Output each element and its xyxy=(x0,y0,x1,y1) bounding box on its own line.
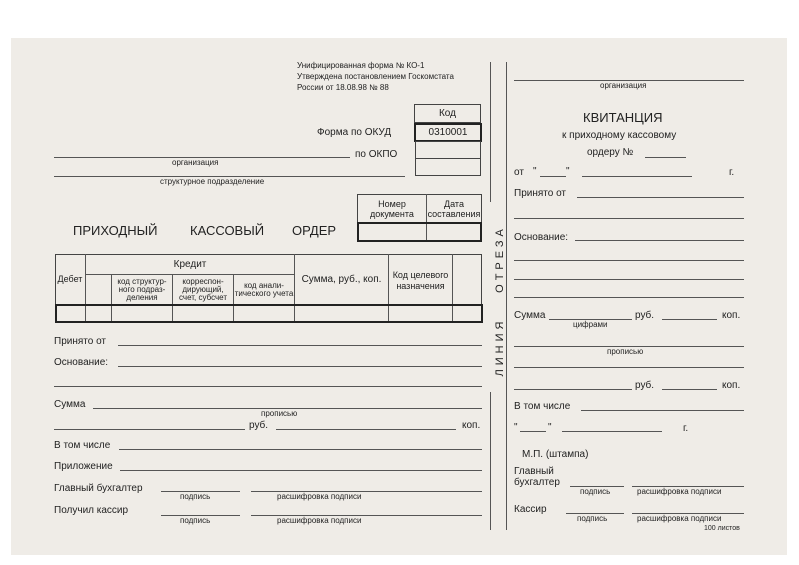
chief-signature-caption: подпись xyxy=(180,492,211,501)
receipt-chief-decode-caption: расшифровка подписи xyxy=(637,487,722,496)
receipt-month2-field[interactable] xyxy=(562,431,662,432)
receipt-day2-field[interactable] xyxy=(520,431,546,432)
receipt-day-field[interactable] xyxy=(540,176,566,177)
kredit-sub-1: код структур-ного подраз-деления xyxy=(117,276,167,302)
receipt-cashier-signature-caption: подпись xyxy=(577,514,608,523)
receipt-basis-field-3[interactable] xyxy=(514,279,744,280)
receipt-order-number-field[interactable] xyxy=(645,157,686,158)
receipt-title: КВИТАНЦИЯ xyxy=(583,110,663,125)
subdivision-caption: структурное подразделение xyxy=(160,177,265,186)
receipt-kop-label-2: коп. xyxy=(722,380,741,391)
receipt-kop-label-1: коп. xyxy=(722,310,741,321)
receipt-organization-caption: организация xyxy=(600,81,647,90)
receipt-including-label: В том числе xyxy=(514,401,571,412)
cut-word-otreza: ОТРЕЗА xyxy=(494,225,506,293)
receipt-basis-label: Основание: xyxy=(514,232,569,243)
sheets-count: 100 листов xyxy=(704,525,740,532)
receipt-basis-field-2[interactable] xyxy=(514,260,744,261)
okud-code: 0310001 xyxy=(414,123,482,142)
kop-label: коп. xyxy=(462,420,481,431)
purpose-header: Код целевого назначения xyxy=(392,270,449,291)
okpo-code-cell[interactable] xyxy=(415,141,481,159)
receipt-received-from-label: Принято от xyxy=(514,188,567,199)
receipt-date-from: от xyxy=(514,167,524,178)
receipt-date2-quote-open: " xyxy=(514,422,518,433)
receipt-sum-words-field-2[interactable] xyxy=(514,367,744,368)
organization-caption: организация xyxy=(172,158,219,167)
kredit-sub-3: код анали-тического учета xyxy=(234,280,294,298)
receipt-year2-label: г. xyxy=(683,423,689,434)
receipt-cashier-decode-caption: расшифровка подписи xyxy=(637,514,722,523)
cut-line-bottom xyxy=(490,392,491,530)
receipt-kop-words-field[interactable] xyxy=(662,389,717,390)
title-word-1: ПРИХОДНЫЙ xyxy=(73,223,158,238)
including-field[interactable] xyxy=(119,449,482,450)
code-header: Код xyxy=(414,104,481,123)
kredit-sub-2: корреспон-дирующий, счет, субсчет xyxy=(179,276,227,302)
receipt-received-from-field-2[interactable] xyxy=(514,218,744,219)
receipt-received-from-field-1[interactable] xyxy=(577,197,744,198)
receipt-words-caption: прописью xyxy=(607,347,644,356)
kredit-header: Кредит xyxy=(173,258,207,270)
sum-label: Сумма xyxy=(54,399,86,410)
receipt-year-label: г. xyxy=(729,167,735,178)
cut-line-top xyxy=(490,62,491,202)
basis-field-2[interactable] xyxy=(54,386,482,387)
basis-field-1[interactable] xyxy=(118,366,482,367)
attachment-field[interactable] xyxy=(120,470,482,471)
receipt-subtitle-2: ордеру № xyxy=(587,147,634,158)
doc-number-date-values[interactable] xyxy=(357,222,482,242)
receipt-sum-words-field-3[interactable] xyxy=(514,389,632,390)
receipt-basis-field-4[interactable] xyxy=(514,297,744,298)
attachment-label: Приложение xyxy=(54,461,113,472)
title-word-2: КАССОВЫЙ xyxy=(190,223,265,238)
receipt-rub-label-1: руб. xyxy=(635,310,655,321)
including-label: В том числе xyxy=(54,440,111,451)
form-number-line: Унифицированная форма № КО-1 xyxy=(297,61,425,70)
received-from-label: Принято от xyxy=(54,336,107,347)
sum-header: Сумма, руб., коп. xyxy=(301,273,382,285)
decree-line: России от 18.08.98 № 88 xyxy=(297,83,389,92)
accounting-table-values-row[interactable] xyxy=(55,304,483,323)
receipt-cashier-label: Кассир xyxy=(514,504,547,515)
basis-label: Основание: xyxy=(54,357,109,368)
rub-label: руб. xyxy=(249,420,269,431)
receipt-date-quote-close: " xyxy=(566,166,570,177)
doc-number-header: Номер документа xyxy=(370,198,414,219)
sum-in-words-caption: прописью xyxy=(261,409,298,418)
cashier-received-label: Получил кассир xyxy=(54,505,129,516)
receipt-basis-field-1[interactable] xyxy=(575,240,744,241)
title-word-3: ОРДЕР xyxy=(292,223,337,238)
cut-word-liniya: ЛИНИЯ xyxy=(494,317,506,377)
receipt-month-field[interactable] xyxy=(582,176,692,177)
receipt-digits-caption: цифрами xyxy=(573,320,608,329)
cashier-decode-caption: расшифровка подписи xyxy=(277,516,362,525)
receipt-date2-quote-close: " xyxy=(548,422,552,433)
receipt-kop-digits-field[interactable] xyxy=(662,319,717,320)
sum-rub-field[interactable] xyxy=(54,429,245,430)
extra-code-cell[interactable] xyxy=(415,158,481,176)
receipt-including-field[interactable] xyxy=(581,410,744,411)
chief-decode-caption: расшифровка подписи xyxy=(277,492,362,501)
receipt-stamp-label: М.П. (штампа) xyxy=(522,449,589,460)
okud-label: Форма по ОКУД xyxy=(317,127,392,138)
chief-accountant-label: Главный бухгалтер xyxy=(54,483,143,494)
receipt-chief-label-1: Главный xyxy=(514,466,554,477)
debet-header: Дебет xyxy=(57,274,83,284)
sum-kop-field[interactable] xyxy=(276,429,456,430)
receipt-chief-signature-caption: подпись xyxy=(580,487,611,496)
receipt-rub-label-2: руб. xyxy=(635,380,655,391)
received-from-field[interactable] xyxy=(118,345,482,346)
receipt-date-quote-open: " xyxy=(533,166,537,177)
approved-line: Утверждена постановлением Госкомстата xyxy=(297,72,454,81)
receipt-subtitle-1: к приходному кассовому xyxy=(562,130,677,141)
doc-date-header: Дата составления xyxy=(427,198,481,219)
receipt-chief-label-2: бухгалтер xyxy=(514,477,560,488)
receipt-sum-label: Сумма xyxy=(514,310,546,321)
okpo-label: по ОКПО xyxy=(355,149,398,160)
cashier-signature-caption: подпись xyxy=(180,516,211,525)
cut-line-inner xyxy=(506,62,507,530)
